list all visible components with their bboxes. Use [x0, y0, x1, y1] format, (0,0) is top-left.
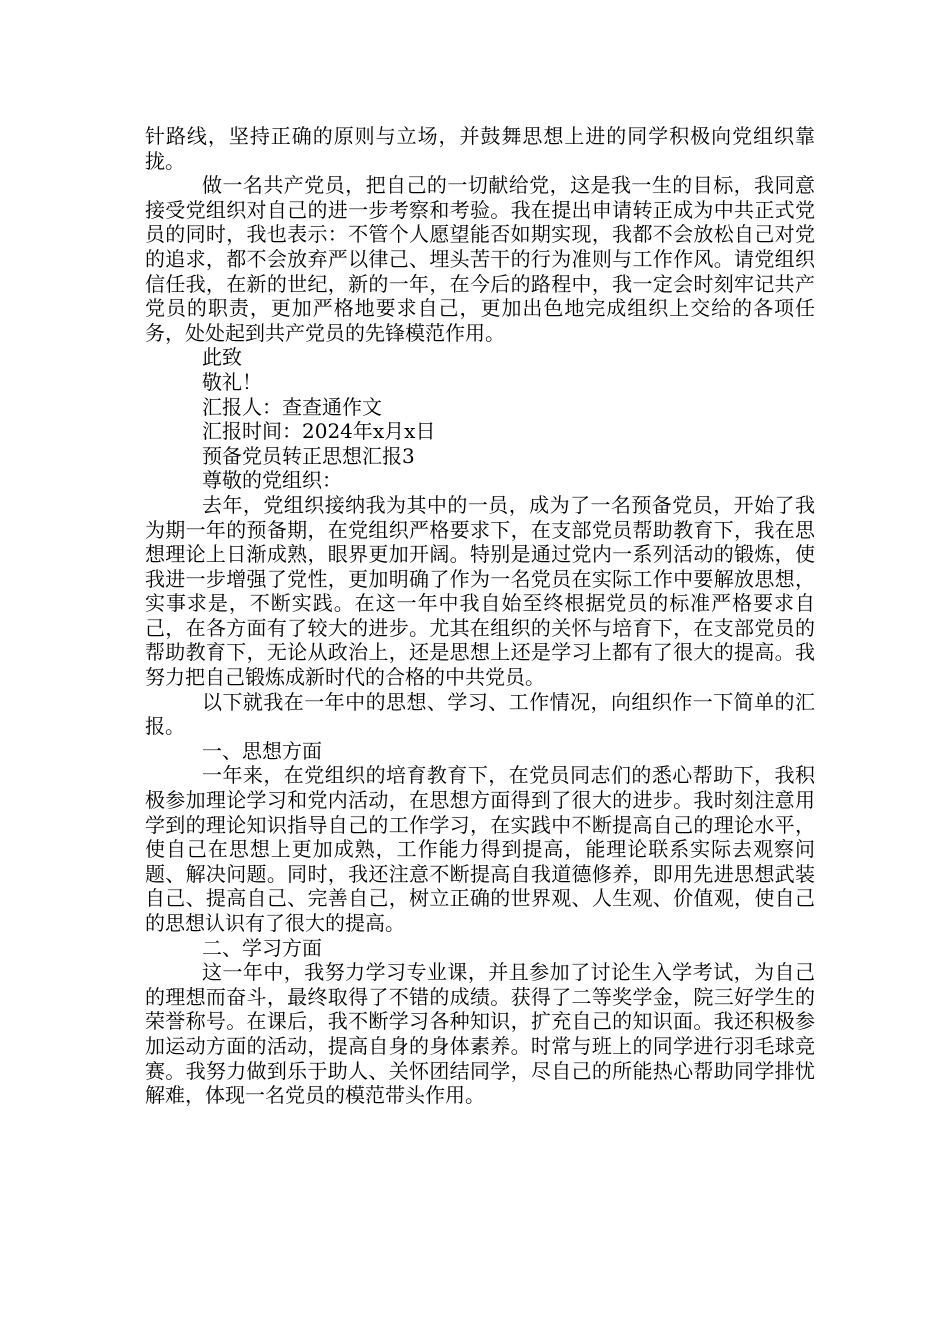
subheading: 一、思想方面: [202, 738, 322, 763]
paragraph: 做一名共产党员，把自己的一切献给党，这是我一生的目标，我同意接受党组织对自己的进一步考察和考验。我在提出申请转正成为中共正式党员的同时，我也表示：不管个人愿望能否如期实现，我都不会放松自己对党的追求，都不会放弃严以律己、埋头苦干的行为准则与工作作风。请党组织信任我，在新的世纪，新的一年，在今后的路程中，我一定会时刻牢记共产党员的职责，更加严格地要求自己，更加出色地完成组织上交给的各项任务，处处起到共产党员的先锋模范作用。: [145, 173, 815, 345]
paragraph: 一年来，在党组织的培育教育下，在党员同志们的悉心帮助下，我积极参加理论学习和党内活动，在思想方面得到了很大的进步。我时刻注意用学到的理论知识指导自己的工作学习，在实践中不断提高自己的理论水平，使自己在思想上更加成熟，工作能力得到提高，能理论联系实际去观察问题、解决问题。同时，我还注意不断提高自我道德修养，即用先进思想武装自己、提高自己、完善自己，树立正确的世界观、人生观、价值观，使自己的思想认识有了很大的提高。: [145, 763, 815, 935]
document-body: [145, 124, 815, 1108]
greeting: 尊敬的党组织：: [202, 468, 342, 493]
section-title: 预备党员转正思想汇报3: [202, 443, 415, 468]
report-date-line: 汇报时间：2024年x月x日: [202, 419, 436, 444]
closing-salutation: 敬礼！: [202, 369, 262, 394]
paragraph: 以下就我在一年中的思想、学习、工作情况，向组织作一下简单的汇报。: [145, 689, 815, 739]
reporter-line: 汇报人：查查通作文: [202, 394, 382, 419]
subheading: 二、学习方面: [202, 935, 322, 960]
paragraph: 针路线，坚持正确的原则与立场，并鼓舞思想上进的同学积极向党组织靠拢。: [145, 124, 815, 173]
paragraph: 这一年中，我努力学习专业课，并且参加了讨论生入学考试，为自己的理想而奋斗，最终取得了不错的成绩。获得了二等奖学金，院三好学生的荣誉称号。在课后，我不断学习各种知识，扩充自己的知识面。我还积极参加运动方面的活动，提高自身的身体素养。时常与班上的同学进行羽毛球竞赛。我努力做到乐于助人、关怀团结同学，尽自己的所能热心帮助同学排忧解难，体现一名党员的模范带头作用。: [145, 960, 815, 1108]
closing-salutation: 此致: [202, 345, 242, 370]
paragraph: 去年，党组织接纳我为其中的一员，成为了一名预备党员，开始了我为期一年的预备期，在党组织严格要求下，在支部党员帮助教育下，我在思想理论上日渐成熟，眼界更加开阔。特别是通过党内一系列活动的锻炼，使我进一步增强了党性，更加明确了作为一名党员在实际工作中要解放思想，实事求是，不断实践。在这一年中我自始至终根据党员的标准严格要求自己，在各方面有了较大的进步。尤其在组织的关怀与培育下，在支部党员的帮助教育下，无论从政治上，还是思想上还是学习上都有了很大的提高。我努力把自己锻炼成新时代的合格的中共党员。: [145, 492, 815, 690]
